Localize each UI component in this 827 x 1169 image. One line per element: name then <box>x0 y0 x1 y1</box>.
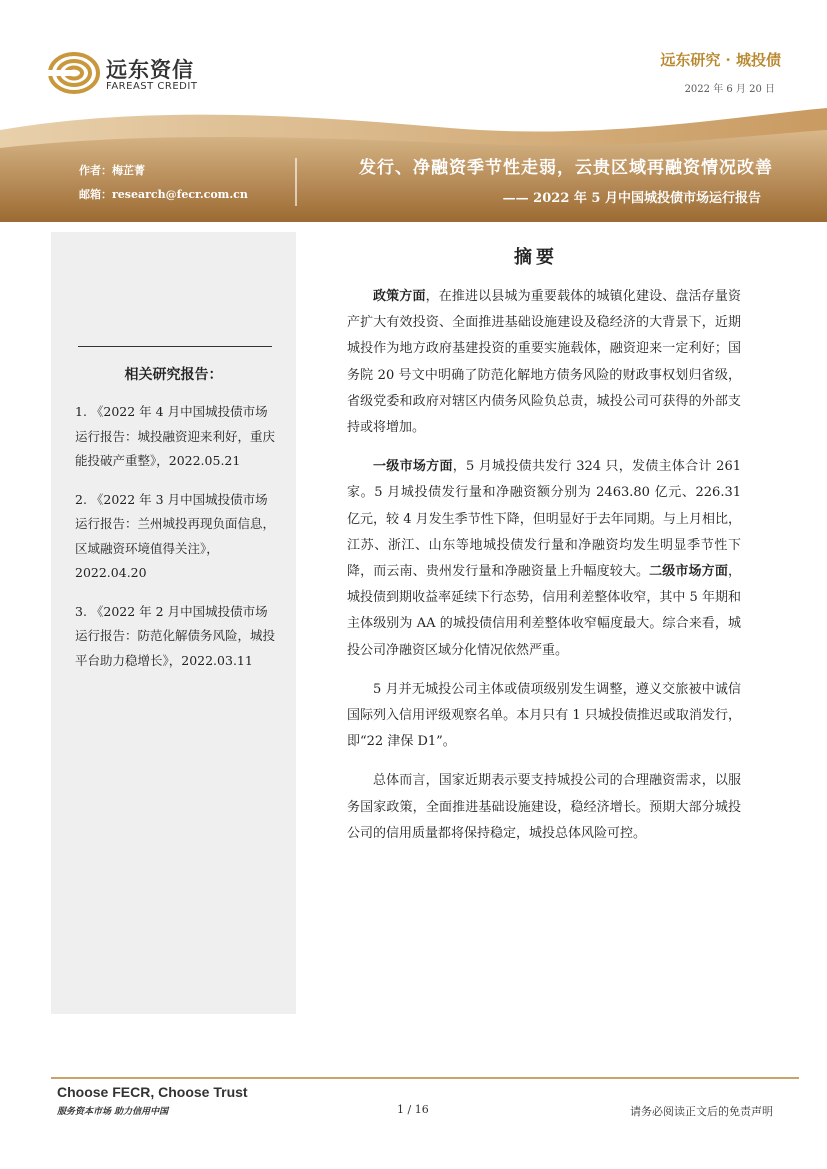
footer-slogan: Choose FECR, Choose Trust <box>57 1084 248 1100</box>
rating-paragraph: 5 月并无城投公司主体或债项级别发生调整，遵义交旅被中诚信国际列入信用评级观察名单。本月只有 1 只城投债推迟或取消发行，即“22 津保 D1”。 <box>347 681 741 750</box>
related-report-item: 2. 《2022 年 3 月中国城投债市场运行报告：兰州城投再现负面信息，区域融资环境值得关注》，2022.04.20 <box>75 491 276 580</box>
related-reports-heading: 相关研究报告： <box>124 367 223 383</box>
policy-paragraph <box>347 284 741 441</box>
company-logo <box>48 50 218 98</box>
author-line: 作者：梅芷菁 <box>79 164 145 177</box>
logo-english-name: FAREAST CREDIT <box>106 81 198 92</box>
abstract-body <box>347 284 741 860</box>
market-paragraph <box>347 454 741 664</box>
secondary-market-text: ，城投债到期收益率延续下行态势，信用利差整体收窄，其中 5 年期和主体级别为 AA 的城投债信用利差整体收窄幅度最大。综合来看，城投公司净融资区域分化情况依然严重。 <box>347 564 741 658</box>
logo-mark-icon <box>48 50 100 96</box>
email-line: 邮箱：research@fecr.com.cn <box>79 188 248 201</box>
related-report-item: 3. 《2022 年 2 月中国城投债市场运行报告：防范化解债务风险，城投平台助力稳增长》，2022.03.11 <box>75 603 276 668</box>
summary-paragraph: 总体而言，国家近期表示要支持城投公司的合理融资需求，以服务国家政策，全面推进基础设施建设，稳经济增长。预期大部分城投公司的信用质量都将保持稳定，城投总体风险可控。 <box>347 773 741 841</box>
footer-disclaimer: 请务必阅读正文后的免责声明 <box>630 1105 773 1118</box>
report-series: 远东研究 · 城投债 <box>660 51 781 69</box>
logo-chinese-name: 远东资信 <box>106 58 194 82</box>
related-reports-sidebar <box>51 232 296 1014</box>
footer-tagline: 服务资本市场 助力信用中国 <box>57 1107 169 1117</box>
report-subtitle: —— 2022 年 5 月中国城投债市场运行报告 <box>502 191 761 206</box>
report-title: 发行、净融资季节性走弱，云贵区域再融资情况改善 <box>359 158 773 178</box>
page-number: 1 / 16 <box>397 1103 429 1116</box>
secondary-market-lead: 二级市场方面 <box>649 564 728 580</box>
policy-text: ，在推进以县城为重要载体的城镇化建设、盘活存量资产扩大有效投资、全面推进基础设施建设及稳经济的大背景下，近期城投作为地方政府基建投资的重要实施载体，融资迎来一定利好；国务院 20 号文中明确了防范化解地方债务风险的财政事权划归省级，省级党委和政府对辖区内债务风险负总责，城投公司可获得的外部支持或将增加。 <box>347 289 741 436</box>
report-date: 2022 年 6 月 20 日 <box>684 84 775 95</box>
related-reports-list <box>75 400 275 687</box>
primary-market-lead: 一级市场方面 <box>373 459 453 475</box>
related-report-item: 1. 《2022 年 4 月中国城投债市场运行报告：城投融资迎来利好，重庆能投破产重整》，2022.05.21 <box>75 404 276 468</box>
abstract-heading: 摘要 <box>514 247 558 268</box>
footer-divider <box>51 1077 799 1079</box>
banner-divider <box>295 158 297 206</box>
policy-lead: 政策方面 <box>373 289 426 304</box>
sidebar-divider <box>78 346 272 347</box>
primary-market-text: ，5 月城投债共发行 324 只，发债主体合计 261 家。5 月城投债发行量和净融资额分别为 2463.80 亿元、226.31 亿元，较 4 月发生季节性下降，但明显好于去年同期。与上月相比，江苏、浙江、山东等地城投债发行量和净融资均发生明显季节性下降，而云南、贵州发行量和净融资量上升幅度较大。 <box>347 459 741 580</box>
